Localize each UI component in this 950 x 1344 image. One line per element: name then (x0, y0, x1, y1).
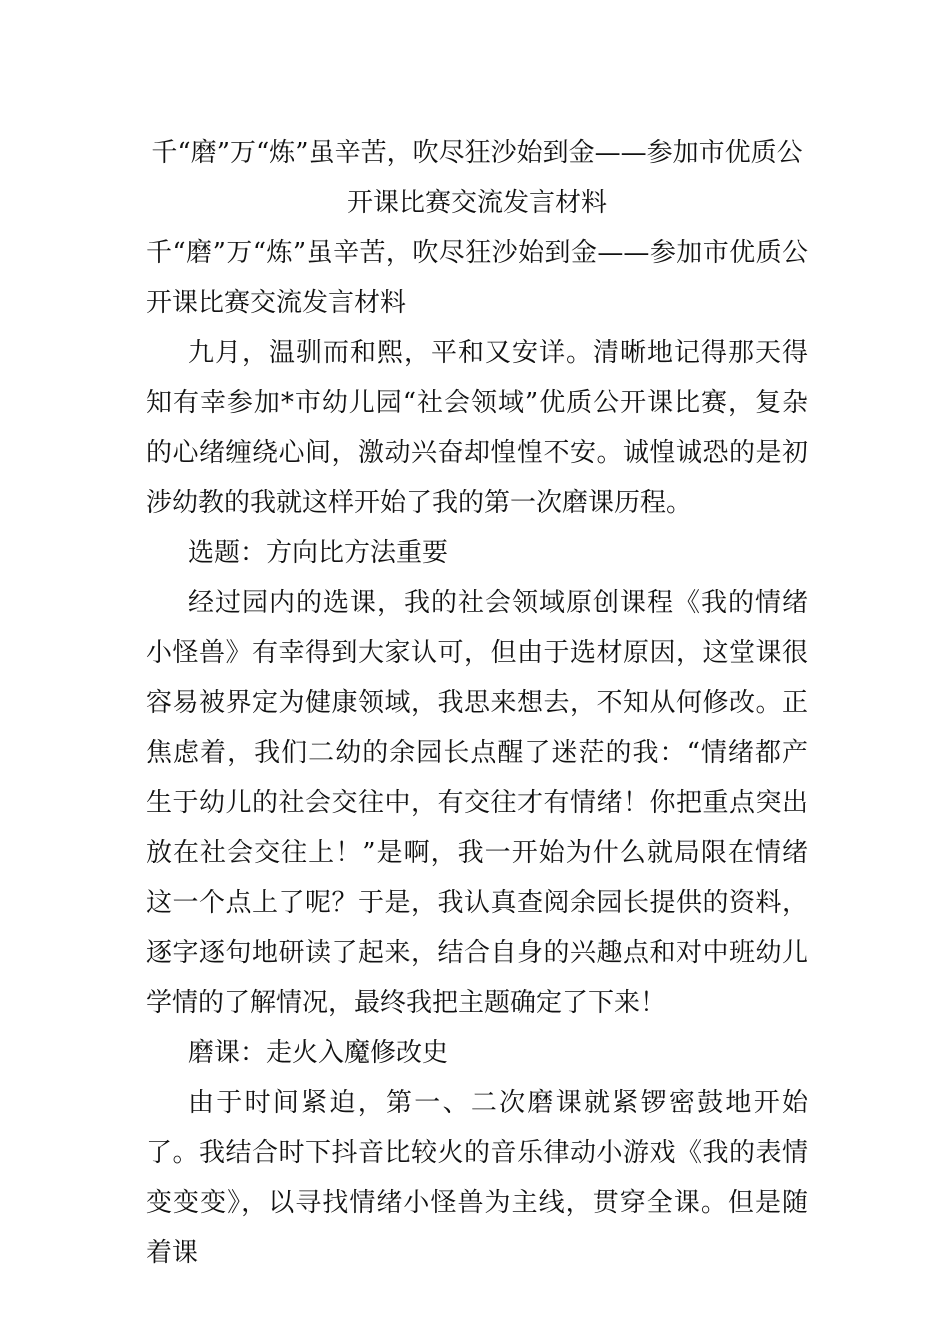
paragraph-topic: 经过园内的选课，我的社会领域原创课程《我的情绪小怪兽》有幸得到大家认可，但由于选材原因，这堂课很容易被界定为健康领域，我思来想去，不知从何修改。正焦虑着，我们二幼的余园长点醒了迷茫的我：“情绪都产生于幼儿的社会交往中，有交往才有情绪！你把重点突出放在社会交往上！”是啊，我一开始为什么就局限在情绪这一个点上了呢？于是，我认真查阅余园长提供的资料，逐字逐句地研读了起来，结合自身的兴趣点和对中班幼儿学情的了解情况，最终我把主题确定了下来！ (146, 588, 808, 1018)
paragraph-intro: 九月，温驯而和熙，平和又安详。清晰地记得那天得知有幸参加*市幼儿园“社会领域”优质公开课比赛，复杂的心绪缠绕心间，激动兴奋却惶惶不安。诚惶诚恐的是初涉幼教的我就这样开始了我的第一次磨课历程。 (146, 338, 808, 518)
document-title: 千“磨”万“炼”虽辛苦，吹尽狂沙始到金——参加市优质公开课比赛交流发言材料 (151, 138, 803, 218)
document-title-repeat: 千“磨”万“炼”虽辛苦，吹尽狂沙始到金——参加市优质公开课比赛交流发言材料 (146, 238, 808, 318)
section-heading-topic: 选题：方向比方法重要 (188, 538, 449, 568)
document-body (146, 128, 808, 1278)
section-heading-polishing: 磨课：走火入魔修改史 (188, 1038, 449, 1068)
paragraph-polishing: 由于时间紧迫，第一、二次磨课就紧锣密鼓地开始了。我结合时下抖音比较火的音乐律动小游戏《我的表情变变变》，以寻找情绪小怪兽为主线，贯穿全课。但是随着课 (146, 1088, 808, 1268)
